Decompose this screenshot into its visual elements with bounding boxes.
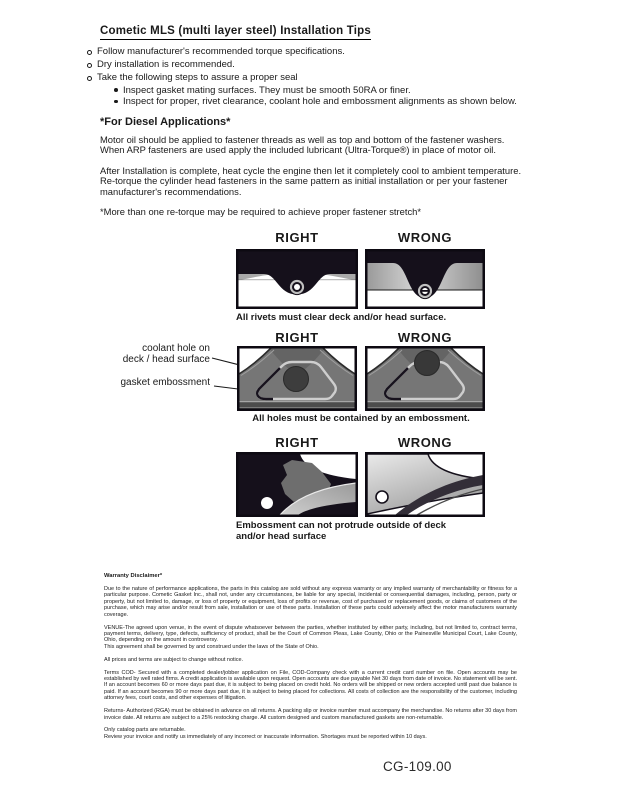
tip-item: Take the following steps to assure a proper seal (87, 71, 523, 84)
coolant-hole (284, 367, 309, 392)
diesel-note: *More than one re-torque may be required to achieve proper fastener stretch* (100, 206, 422, 218)
bolt-hole-icon (261, 497, 273, 509)
warranty-heading: Warranty Disclaimer* (104, 573, 163, 579)
diesel-paragraph: Motor oil should be applied to fastener threads as well as top and bottom of the fastener washers. When ARP fasteners are used apply the included lubricant (Ultra-Torque®) in place of motor oil. (100, 134, 505, 156)
bolt-hole-icon (376, 491, 388, 503)
warranty-paragraph: Returns- Authorized (RGA) must be obtained in advance on all returns. A packing slip or invoice number must accompany the merchandise. No returns after 30 days from invoice date. All returns are subject to a 25% restocking charge. All custom designed and custom manufactured gaskets are non-returnable. (104, 708, 517, 721)
tip-sub-item: Inspect gasket mating surfaces. They must be smooth 50RA or finer. (114, 85, 523, 96)
warranty-paragraph: This agreement shall be governed by and construed under the laws of the State of Ohio. (104, 643, 319, 650)
diesel-applications-section (100, 116, 524, 227)
wrong-label: WRONG (397, 435, 453, 450)
warranty-paragraph: Due to the nature of performance applications, the parts in this catalog are sold without any express warranty or any implied warranty of merchantability or fitness for a particular purpose. Cometic Gasket Inc., shall not, under any circumstances, be liable for any special, incidental or consequential damages, including, person, party or property, but not limited to, damage, or loss of property or equipment, loss of profits or revenue, cost of purchased or replacement goods, or claims of customers of the purchase, which may arise and/or result from sale, installation or use of these parts. Installation of these parts could adversely affect the motor manufacturers warranty coverage. (104, 586, 517, 618)
right-label: RIGHT (275, 435, 319, 450)
coolant-wrong-diagram (365, 346, 485, 411)
coolant-hole (415, 351, 440, 376)
warranty-paragraph: VENUE-The agreed upon venue, in the event of dispute whatsoever between the parties, whether instituted by either party, including, but not limited to, contract terms, payment terms, delivery, type, defects, sufficiency of product, shall be the Court of Common Pleas, Lake County, Ohio or the Painesville Municipal Court, Lake County, Ohio, depending on the amount in controversy. (104, 624, 517, 644)
row2-caption: All holes must be contained by an embossment. (252, 413, 470, 424)
page-title: Cometic MLS (multi layer steel) Installation Tips (100, 25, 371, 40)
rivet-icon (289, 279, 304, 294)
wrong-label: WRONG (397, 330, 453, 345)
warranty-disclaimer (104, 573, 517, 747)
installation-tips-list (87, 45, 523, 107)
rivet-right-diagram (236, 249, 358, 309)
coolant-hole-label: coolant hole on deck / head surface (122, 343, 210, 365)
coolant-right-diagram (236, 346, 358, 411)
right-label: RIGHT (275, 230, 319, 245)
warranty-paragraph: All prices and terms are subject to change without notice. (104, 656, 244, 663)
tip-item: Follow manufacturer's recommended torque specifications. (87, 45, 523, 58)
diesel-paragraph: After Installation is complete, heat cycle the engine then let it completely cool to ambient temperature. Re-torque the cylinder head fasteners in the same pattern as initial installation or per your fastener manufacturer's recommendations. (100, 164, 522, 197)
wrong-label: WRONG (397, 230, 453, 245)
row3-caption: Embossment can not protrude outside of deck and/or head surface (236, 520, 447, 542)
gasket-embossment-label: gasket embossment (120, 377, 210, 388)
tip-item: Dry installation is recommended. (87, 58, 523, 71)
protrusion-right-diagram (236, 452, 358, 517)
warranty-paragraph: Only catalog parts are returnable. (104, 727, 186, 734)
right-label: RIGHT (275, 330, 319, 345)
rivet-icon (417, 283, 432, 298)
tip-sub-item: Inspect for proper, rivet clearance, coolant hole and embossment alignments as shown below. (114, 96, 523, 107)
rivet-wrong-diagram (365, 249, 485, 309)
warranty-paragraph: Terms COD- Secured with a completed dealer/jobber application on File, COD-Company check with a current credit card number on file. Open accounts may be established by well rated firms. A credit application is available upon request. Open accounts are due payable Net 30 days from date of invoice. No statement will be sent. If an account becomes 60 or more days past due, it is subject to being placed on credit hold. No orders will be shipped or new orders accepted until past due balance is paid. If an account becomes 90 or more days past due, it is subject to being placed for collections. All costs of collection are the responsibility of the customer, including attorney fees, court costs, and other expenses of litigation. (104, 669, 517, 702)
row1-caption: All rivets must clear deck and/or head surface. (236, 312, 447, 323)
warranty-paragraph: Review your invoice and notify us immediately of any incorrect or inaccurate information. Shortages must be reported within 10 days. (104, 733, 427, 740)
diesel-heading: *For Diesel Applications* (100, 116, 231, 128)
page-number: CG-109.00 (383, 759, 452, 774)
protrusion-wrong-diagram (365, 452, 485, 517)
